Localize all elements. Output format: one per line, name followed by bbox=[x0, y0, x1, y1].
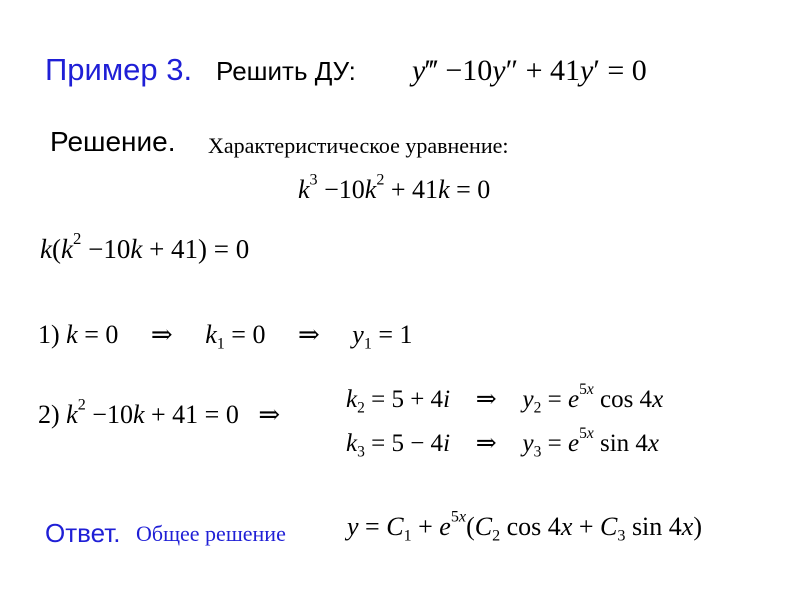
root-2-text bbox=[346, 384, 347, 385]
case-2-condition: 2) $k^2 -10k + 41 = 0$ ⇒ bbox=[38, 396, 281, 429]
root-2-line: $k_2 = 5 + 4i$ ⇒ $y_2 = e^{5x}$ cos 4x bbox=[346, 380, 664, 417]
solution-label: Решение. bbox=[50, 126, 176, 157]
case-1-line: 1) k = 0 ⇒ $k_1 = 0$ ⇒ $y_1 = 1$ bbox=[38, 320, 413, 353]
example-label: Пример 3. bbox=[45, 52, 193, 87]
root-3-line: $k_3 = 5 - 4i$ ⇒ $y_3 = e^{5x}$ sin 4x bbox=[346, 424, 660, 461]
factored-equation: $k(k^2 -10k + 41) = 0$ bbox=[40, 228, 250, 264]
task-label: Решить ДУ: bbox=[216, 56, 356, 86]
answer-label: Ответ. bbox=[45, 518, 121, 548]
characteristic-label: Характеристическое уравнение: bbox=[208, 133, 509, 158]
characteristic-equation: $k^3 -10k^2 + 41k = 0$ bbox=[298, 171, 491, 204]
ode-equation: y‴ −10y″ + 41y′ = 0 bbox=[412, 54, 647, 87]
answer-subtitle: Общее решение bbox=[136, 521, 286, 546]
answer-formula: $y = C_1 + e^{5x}(C_2$ $\cos 4x + C_3$ sin 4x) bbox=[347, 508, 702, 545]
root-3-text bbox=[346, 428, 347, 429]
